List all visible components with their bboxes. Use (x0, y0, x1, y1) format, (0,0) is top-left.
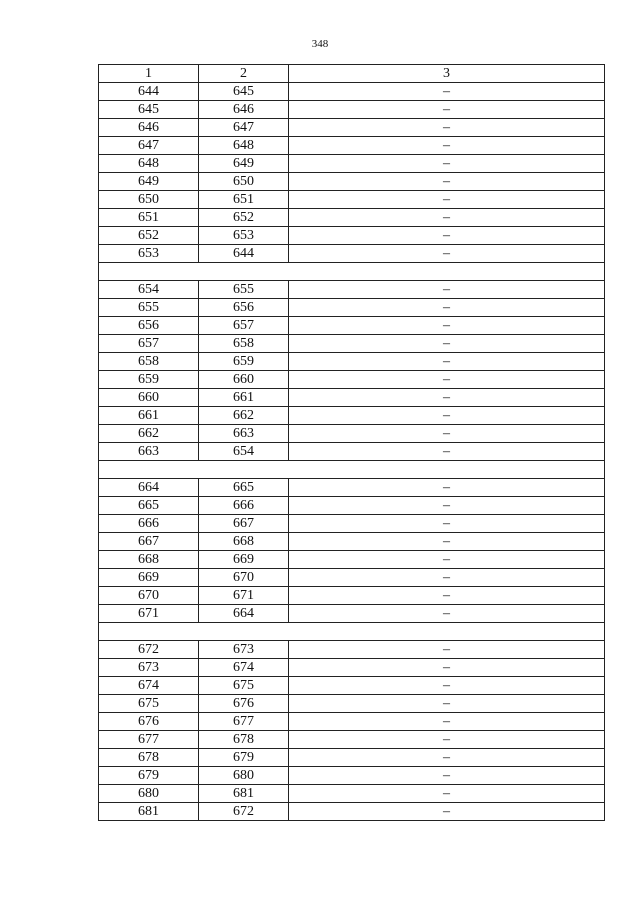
table-cell: – (289, 695, 605, 713)
table-cell: 658 (199, 335, 289, 353)
header-cell: 2 (199, 65, 289, 83)
table-cell: – (289, 335, 605, 353)
table-cell: – (289, 317, 605, 335)
table-row (99, 353, 605, 371)
table-cell: – (289, 425, 605, 443)
table-row (99, 299, 605, 317)
table-row (99, 677, 605, 695)
table-cell: – (289, 641, 605, 659)
table-cell: 650 (199, 173, 289, 191)
table-cell: – (289, 119, 605, 137)
table-body (99, 65, 605, 821)
table-row (99, 209, 605, 227)
table-cell: – (289, 137, 605, 155)
table-cell: – (289, 533, 605, 551)
table-cell: – (289, 731, 605, 749)
table-cell: 668 (199, 533, 289, 551)
table-cell: – (289, 569, 605, 587)
table-row (99, 767, 605, 785)
table-cell: – (289, 155, 605, 173)
table-cell: – (289, 659, 605, 677)
table-cell: – (289, 803, 605, 821)
table-cell: – (289, 245, 605, 263)
table-cell: 676 (99, 713, 199, 731)
table-row (99, 749, 605, 767)
table-row (99, 785, 605, 803)
table-row (99, 281, 605, 299)
table-cell: 672 (199, 803, 289, 821)
table-row (99, 245, 605, 263)
table-cell: 662 (99, 425, 199, 443)
table-cell: 666 (199, 497, 289, 515)
table-cell: – (289, 407, 605, 425)
table-row (99, 407, 605, 425)
table-row (99, 101, 605, 119)
table-row (99, 659, 605, 677)
table-cell: – (289, 389, 605, 407)
table-row (99, 479, 605, 497)
table-cell: 663 (199, 425, 289, 443)
table-cell: 677 (99, 731, 199, 749)
table-cell: 677 (199, 713, 289, 731)
table-cell: – (289, 371, 605, 389)
table-cell: 648 (99, 155, 199, 173)
table-cell: 681 (99, 803, 199, 821)
table-row (99, 317, 605, 335)
table-cell: – (289, 479, 605, 497)
table-cell: 676 (199, 695, 289, 713)
table-cell: 679 (199, 749, 289, 767)
table-cell: 650 (99, 191, 199, 209)
table-row (99, 173, 605, 191)
table-cell: 655 (199, 281, 289, 299)
table-cell: 679 (99, 767, 199, 785)
table-cell: – (289, 281, 605, 299)
table-cell: – (289, 749, 605, 767)
table-cell: – (289, 191, 605, 209)
table-cell: 646 (99, 119, 199, 137)
table-cell: – (289, 353, 605, 371)
table-cell: 645 (199, 83, 289, 101)
table-cell: 673 (199, 641, 289, 659)
table-row (99, 569, 605, 587)
table-cell: 645 (99, 101, 199, 119)
table-cell: – (289, 785, 605, 803)
table-row (99, 83, 605, 101)
table-cell: 649 (99, 173, 199, 191)
table-cell: 657 (99, 335, 199, 353)
table-cell: 654 (99, 281, 199, 299)
table-cell: 661 (199, 389, 289, 407)
table-cell: – (289, 83, 605, 101)
table-cell: 653 (99, 245, 199, 263)
table-cell: – (289, 713, 605, 731)
table-cell: 660 (199, 371, 289, 389)
table-cell: 648 (199, 137, 289, 155)
table-cell: – (289, 767, 605, 785)
table-cell: 664 (199, 605, 289, 623)
table-cell: 655 (99, 299, 199, 317)
table-cell: 674 (99, 677, 199, 695)
table-header-row (99, 65, 605, 83)
table-cell: 647 (199, 119, 289, 137)
table-row (99, 425, 605, 443)
table-cell: 644 (199, 245, 289, 263)
table-cell: 659 (99, 371, 199, 389)
table-cell: – (289, 173, 605, 191)
group-separator-row (99, 623, 605, 641)
table-cell: – (289, 677, 605, 695)
table-cell: 674 (199, 659, 289, 677)
table-row (99, 533, 605, 551)
table-cell: – (289, 101, 605, 119)
table-cell: 651 (199, 191, 289, 209)
table-cell: 661 (99, 407, 199, 425)
table-cell: 652 (199, 209, 289, 227)
table-cell: 660 (99, 389, 199, 407)
table-row (99, 605, 605, 623)
table-cell: – (289, 587, 605, 605)
table-cell: 669 (199, 551, 289, 569)
table-cell: 680 (99, 785, 199, 803)
table-cell: 680 (199, 767, 289, 785)
group-separator-row (99, 263, 605, 281)
table-row (99, 443, 605, 461)
table-cell: 671 (199, 587, 289, 605)
table-cell: 663 (99, 443, 199, 461)
table-cell: 668 (99, 551, 199, 569)
table-cell: – (289, 209, 605, 227)
table-row (99, 191, 605, 209)
table-cell: 669 (99, 569, 199, 587)
table-cell: 653 (199, 227, 289, 245)
table-cell: 670 (199, 569, 289, 587)
table-cell: – (289, 515, 605, 533)
table-row (99, 713, 605, 731)
table-cell: 656 (99, 317, 199, 335)
table-row (99, 641, 605, 659)
table-cell: 678 (199, 731, 289, 749)
table-row (99, 227, 605, 245)
table-cell: 649 (199, 155, 289, 173)
table-row (99, 389, 605, 407)
header-cell: 1 (99, 65, 199, 83)
table-cell: 672 (99, 641, 199, 659)
table-cell: 666 (99, 515, 199, 533)
table-cell: – (289, 299, 605, 317)
table-row (99, 119, 605, 137)
table-cell: 665 (199, 479, 289, 497)
table-cell: – (289, 497, 605, 515)
page-number: 348 (311, 38, 329, 50)
table-cell: 656 (199, 299, 289, 317)
table-row (99, 497, 605, 515)
table-row (99, 335, 605, 353)
table-cell: – (289, 551, 605, 569)
table-cell: 670 (99, 587, 199, 605)
group-separator-row (99, 461, 605, 479)
table-cell: 658 (99, 353, 199, 371)
data-table (98, 64, 605, 821)
table-row (99, 695, 605, 713)
table-cell: 657 (199, 317, 289, 335)
separator-cell (99, 623, 605, 641)
table-cell: 681 (199, 785, 289, 803)
table-row (99, 515, 605, 533)
table-row (99, 587, 605, 605)
table-cell: – (289, 227, 605, 245)
table-cell: – (289, 605, 605, 623)
table-row (99, 155, 605, 173)
table-cell: 673 (99, 659, 199, 677)
table-cell: 671 (99, 605, 199, 623)
table-row (99, 371, 605, 389)
table-row (99, 731, 605, 749)
table-cell: – (289, 443, 605, 461)
table-row (99, 803, 605, 821)
table-row (99, 137, 605, 155)
table-cell: 675 (199, 677, 289, 695)
table-cell: 654 (199, 443, 289, 461)
table-cell: 647 (99, 137, 199, 155)
table-cell: 644 (99, 83, 199, 101)
table-cell: 667 (99, 533, 199, 551)
header-cell: 3 (289, 65, 605, 83)
separator-cell (99, 263, 605, 281)
table-row (99, 551, 605, 569)
table-cell: 678 (99, 749, 199, 767)
table-cell: 652 (99, 227, 199, 245)
table-cell: 659 (199, 353, 289, 371)
table-cell: 675 (99, 695, 199, 713)
separator-cell (99, 461, 605, 479)
table-cell: 651 (99, 209, 199, 227)
table-cell: 664 (99, 479, 199, 497)
table-cell: 646 (199, 101, 289, 119)
table-cell: 662 (199, 407, 289, 425)
table-cell: 665 (99, 497, 199, 515)
table-cell: 667 (199, 515, 289, 533)
